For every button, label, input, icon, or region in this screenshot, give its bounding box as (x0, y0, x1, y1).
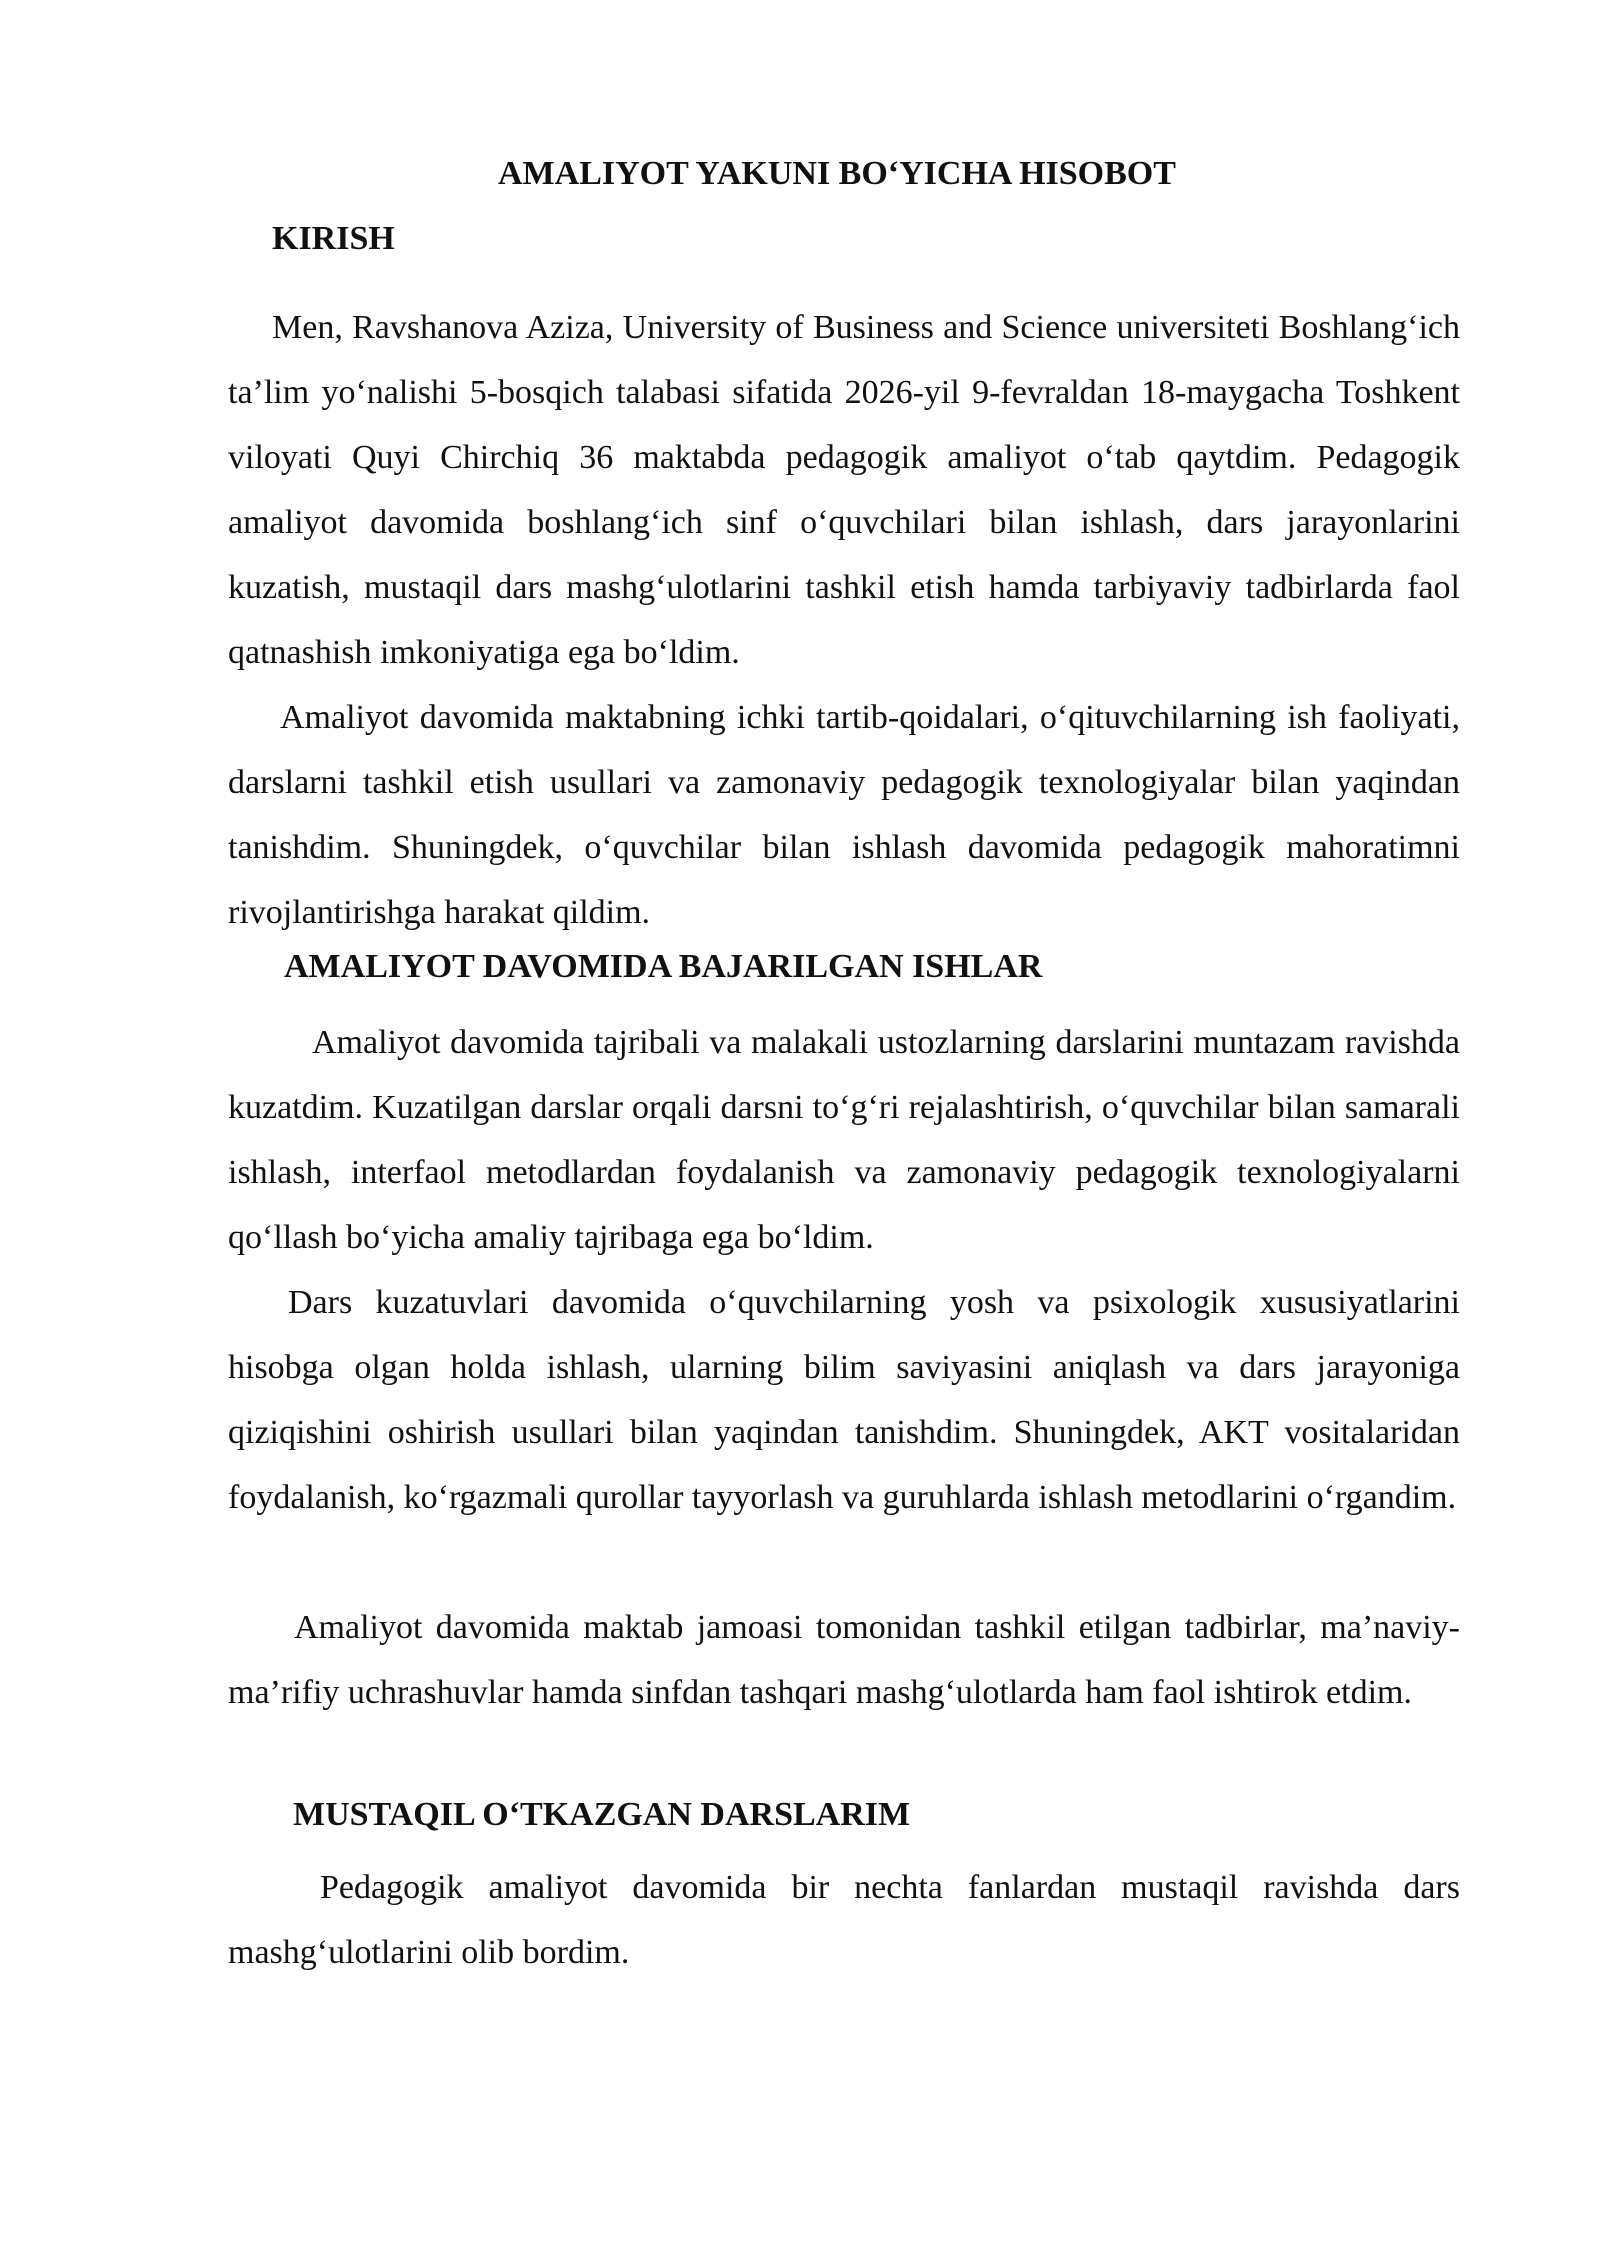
paragraph-intro: Men, Ravshanova Aziza, University of Business and Science universiteti Boshlang‘ich ta’lim yo‘nalishi 5-bosqich talabasi sifatida 2026-yil 9-fevraldan 18-maygacha Toshkent viloyati Quyi Chirchiq 36 maktabda pedagogik amaliyot o‘tab qaytdim. Pedagogik amaliyot davomida boshlang‘ich sinf o‘quvchilari bilan ishlash, dars jarayonlarini kuzatish, mustaqil dars mashg‘ulotlarini tashkil etish hamda tarbiyaviy tadbirlarda faol qatnashish imkoniyatiga ega bo‘ldim. (228, 309, 1460, 671)
paragraph-intro-2: Amaliyot davomida maktabning ichki tartib-qoidalari, o‘qituvchilarning ish faoliyati, darslarni tashkil etish usullari va zamonaviy pedagogik texnologiyalar bilan yaqindan tanishdim. Shuningdek, o‘quvchilar bilan ishlash davomida pedagogik mahoratimni rivojlantirishga harakat qildim. (228, 699, 1460, 931)
paragraph-darslar-1: Pedagogik amaliyot davomida bir nechta fanlardan mustaqil ravishda dars mashg‘ulotlarini olib bordim. (228, 1869, 1460, 1971)
paragraph-ishlar-2: Dars kuzatuvlari davomida o‘quvchilarning yosh va psixologik xususiyatlarini hisobga olgan holda ishlash, ularning bilim saviyasini aniqlash va dars jarayoniga qiziqishini oshirish usullari bilan yaqindan tanishdim. Shuningdek, AKT vositalaridan foydalanish, ko‘rgazmali qurollar tayyorlash va guruhlarda ishlash metodlarini o‘rgandim. (228, 1284, 1460, 1516)
section-heading-kirish: KIRISH (272, 220, 395, 257)
document-title: AMALIYOT YAKUNI BO‘YICHA HISOBOT (498, 155, 1176, 192)
paragraph-ishlar-3: Amaliyot davomida maktab jamoasi tomonidan tashkil etilgan tadbirlar, ma’naviy-ma’rifiy uchrashuvlar hamda sinfdan tashqari mashg‘ulotlarda ham faol ishtirok etdim. (228, 1609, 1460, 1711)
section-heading-mustaqil-darslar: MUSTAQIL O‘TKAZGAN DARSLARIM (293, 1796, 911, 1833)
paragraph-ishlar-1: Amaliyot davomida tajribali va malakali ustozlarning darslarini muntazam ravishda kuzatdim. Kuzatilgan darslar orqali darsni to‘g‘ri rejalashtirish, o‘quvchilar bilan samarali ishlash, interfaol metodlardan foydalanish va zamonaviy pedagogik texnologiyalarni qo‘llash bo‘yicha amaliy tajribaga ega bo‘ldim. (228, 1024, 1460, 1256)
section-heading-bajarilgan-ishlar: AMALIYOT DAVOMIDA BAJARILGAN ISHLAR (284, 948, 1043, 985)
